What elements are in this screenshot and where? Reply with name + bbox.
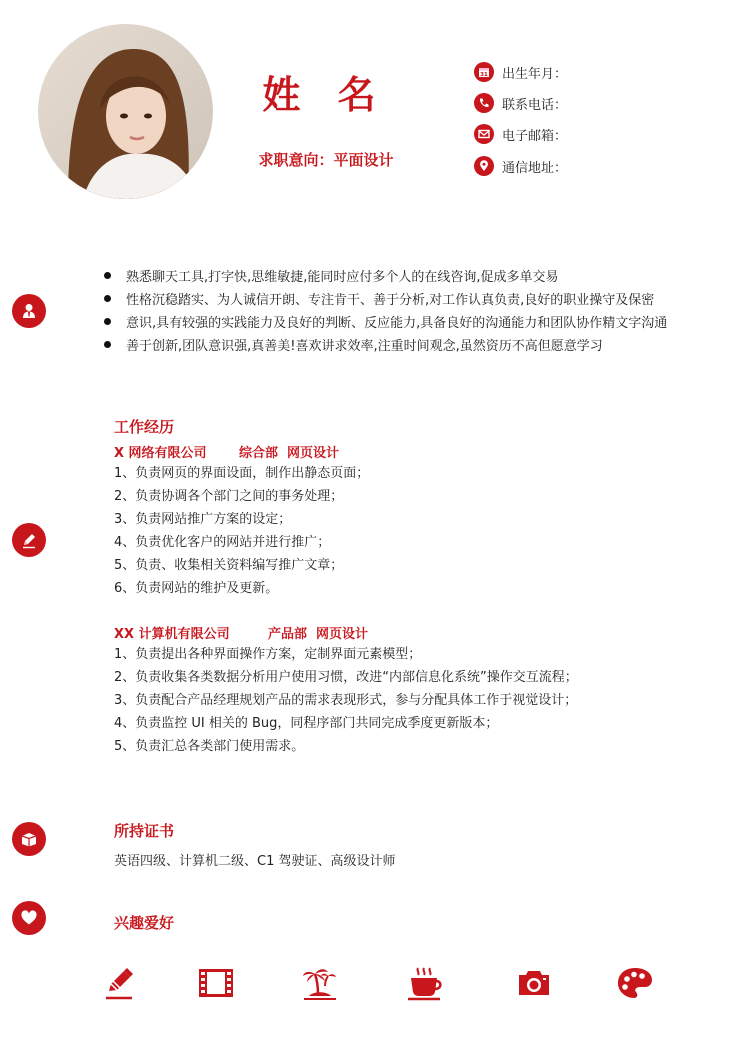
company-role: 产品部 网页设计 — [268, 627, 369, 642]
company-name: X 网络有限公司 — [114, 446, 207, 461]
profile-photo — [38, 24, 213, 199]
summary-item: 熟悉聊天工具,打字快,思维敏捷,能同时应付多个人的在线咨询,促成多单交易 — [104, 264, 724, 287]
coffee-icon — [405, 963, 445, 1003]
contact-row-phone — [474, 91, 567, 115]
contact-row-email — [474, 122, 567, 146]
contact-row-birth — [474, 60, 567, 84]
bullet-icon — [104, 272, 111, 279]
hobbies-title: 兴趣爱好 — [114, 914, 175, 932]
summary-item: 性格沉稳踏实、为人诚信开朗、专注肯干、善于分析,对工作认真负责,良好的职业操守及保密 — [104, 287, 724, 310]
travel-icon — [300, 963, 340, 1003]
contact-label-birth: 出生年月： — [502, 66, 568, 82]
contact-label-email: 电子邮箱： — [502, 128, 568, 144]
job-objective: 求职意向：平面设计 — [258, 151, 394, 169]
company-header — [114, 623, 368, 642]
duty-item: 3、负责配合产品经理规划产品的需求表现形式，参与分配具体工作于视觉设计； — [114, 693, 578, 708]
certificate-box-icon — [12, 822, 46, 856]
duty-item: 2、负责收集各类数据分析用户使用习惯，改进“内部信息化系统”操作交互流程； — [114, 670, 578, 685]
calendar-icon — [474, 62, 494, 82]
contact-row-address — [474, 154, 567, 178]
summary-item: 意识,具有较强的实践能力及良好的判断、反应能力,具备良好的沟通能力和团队协作精文字沟通 — [104, 310, 724, 333]
job-duties — [114, 643, 578, 758]
experience-title: 工作经历 — [114, 418, 175, 436]
email-icon — [474, 124, 494, 144]
duty-item: 1、负责网页的界面设面，制作出静态页面； — [114, 466, 370, 481]
film-icon — [196, 963, 236, 1003]
location-icon — [474, 156, 494, 176]
camera-icon — [514, 963, 554, 1003]
company-name: XX 计算机有限公司 — [114, 627, 230, 642]
summary-list — [104, 264, 724, 356]
bullet-icon — [104, 318, 111, 325]
drawing-icon — [99, 963, 139, 1003]
duty-item: 4、负责监控 UI 相关的 Bug，同程序部门共同完成季度更新版本； — [114, 716, 499, 731]
duty-item: 2、负责协调各个部门之间的事务处理； — [114, 489, 344, 504]
duty-item: 5、负责汇总各类部门使用需求。 — [114, 739, 305, 754]
bullet-icon — [104, 295, 111, 302]
company-role: 综合部 网页设计 — [239, 446, 340, 461]
contact-label-phone: 联系电话： — [502, 97, 568, 113]
phone-icon — [474, 93, 494, 113]
company-header — [114, 442, 339, 461]
duty-item: 5、负责、收集相关资料编写推广文章； — [114, 558, 344, 573]
painting-palette-icon — [615, 963, 655, 1003]
bullet-icon — [104, 341, 111, 348]
person-icon — [12, 294, 46, 328]
job-duties — [114, 462, 369, 600]
heart-icon — [12, 901, 46, 935]
duty-item: 1、负责提出各种界面操作方案，定制界面元素模型； — [114, 647, 422, 662]
pencil-icon — [12, 523, 46, 557]
summary-item: 善于创新,团队意识强,真善美!喜欢讲求效率,注重时间观念,虽然资历不高但愿意学习 — [104, 333, 724, 356]
person-name: 姓 名 — [262, 73, 388, 117]
duty-item: 3、负责网站推广方案的设定； — [114, 512, 292, 527]
duty-item: 6、负责网站的维护及更新。 — [114, 581, 279, 596]
duty-item: 4、负责优化客户的网站并进行推广； — [114, 535, 331, 550]
svg-text:31: 31 — [480, 72, 488, 78]
contact-label-address: 通信地址： — [502, 160, 568, 176]
certificates-title: 所持证书 — [114, 822, 175, 840]
certificates-text: 英语四级、计算机二级、C1 驾驶证、高级设计师 — [114, 854, 396, 869]
